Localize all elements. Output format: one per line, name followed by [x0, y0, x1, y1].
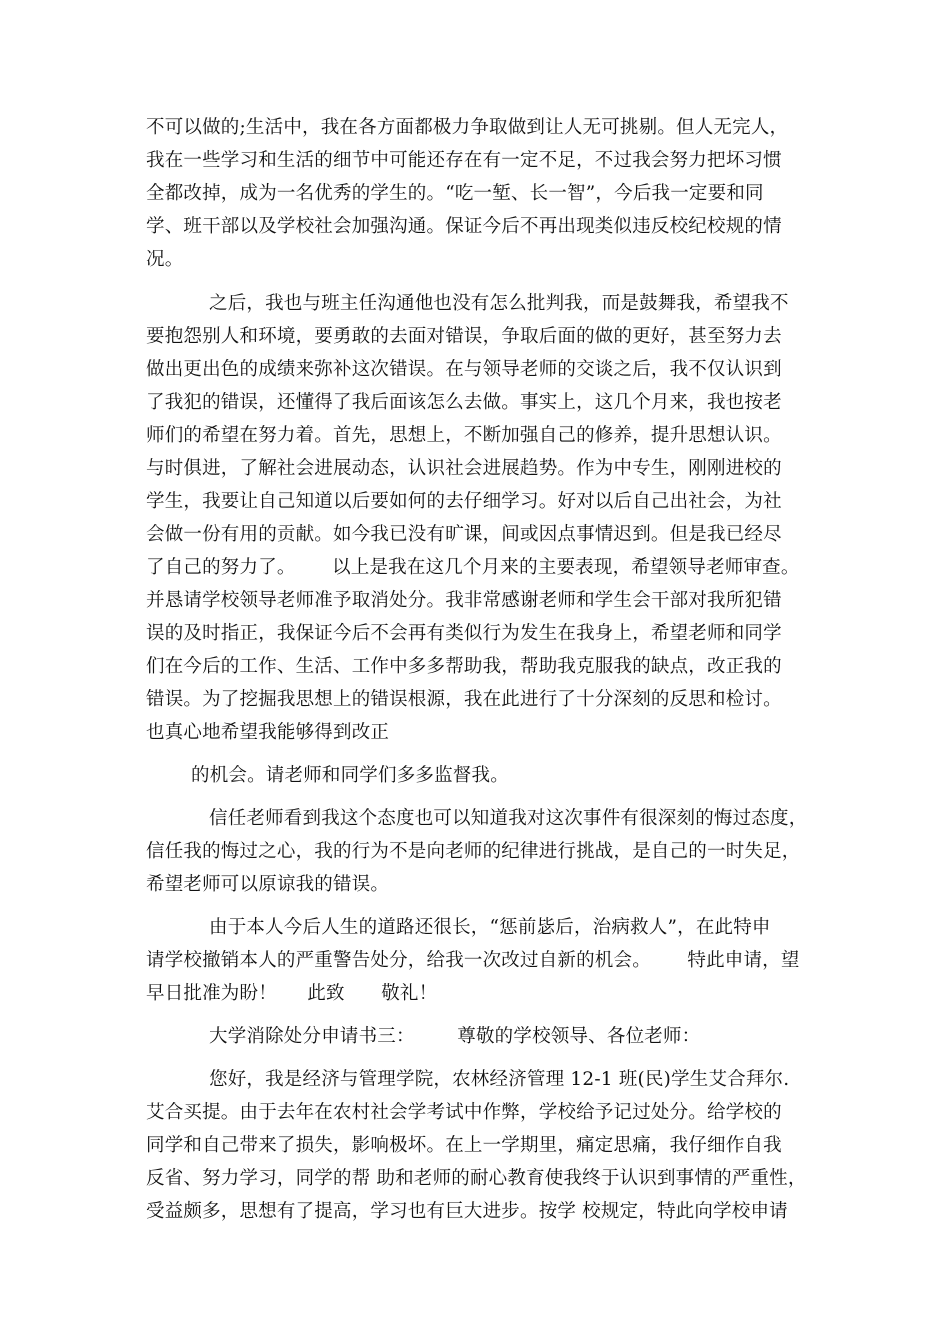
- section-heading-line: 大学消除处分申请书三： 尊敬的学校领导、各位老师：: [209, 1026, 701, 1047]
- text-line: 同学和自己带来了损失，影响极坏。在上一学期里，痛定思痛，我仔细作自我: [146, 1135, 782, 1156]
- text-line: 早日批准为盼！ 此致 敬礼！: [146, 983, 438, 1004]
- text-line: 信任老师看到我这个态度也可以知道我对这次事件有很深刻的悔过态度，: [209, 808, 808, 829]
- text-line: 的机会。请老师和同学们多多监督我。: [191, 765, 509, 786]
- text-line: 艾合买提。由于去年在农村社会学考试中作弊，学校给予记过处分。给学校的: [146, 1102, 782, 1123]
- text-line: 师们的希望在努力着。首先，思想上，不断加强自己的修养，提升思想认识。: [146, 425, 782, 446]
- text-line: 学生，我要让自己知道以后要如何的去仔细学习。好对以后自己出社会，为社: [146, 491, 782, 512]
- text-line: 反省、努力学习，同学的帮 助和老师的耐心教育使我终于认识到事情的严重性，: [146, 1168, 807, 1189]
- text-line: 并恳请学校领导老师准予取消处分。我非常感谢老师和学生会干部对我所犯错: [146, 590, 782, 611]
- text-line: 错误。为了挖掘我思想上的错误根源，我在此进行了十分深刻的反思和检讨。: [146, 689, 782, 710]
- text-line: 信任我的悔过之心，我的行为不是向老师的纪律进行挑战，是自己的一时失足，: [146, 841, 801, 862]
- text-line: 请学校撤销本人的严重警告处分，给我一次改过自新的机会。 特此申请，望: [146, 950, 800, 971]
- text-line: 要抱怨别人和环境，要勇敢的去面对错误，争取后面的做的更好，甚至努力去: [146, 326, 782, 347]
- text-line: 您好，我是经济与管理学院，农林经济管理 12-1 班(民)学生艾合拜尔.: [209, 1069, 790, 1090]
- text-line: 与时俱进，了解社会进展动态，认识社会进展趋势。作为中专生，刚刚进校的: [146, 458, 782, 479]
- text-line: 做出更出色的成绩来弥补这次错误。在与领导老师的交谈之后，我不仅认识到: [146, 359, 782, 380]
- text-line: 学、班干部以及学校社会加强沟通。保证今后不再出现类似违反校纪校规的情: [146, 216, 782, 237]
- text-line: 也真心地希望我能够得到改正: [146, 722, 390, 743]
- text-line: 希望老师可以原谅我的错误。: [146, 874, 390, 895]
- text-line: 我在一些学习和生活的细节中可能还存在有一定不足，不过我会努力把坏习惯: [146, 150, 782, 171]
- text-line: 了我犯的错误，还懂得了我后面该怎么去做。事实上，这几个月来，我也按老: [146, 392, 782, 413]
- text-line: 况。: [146, 249, 184, 270]
- text-line: 全都改掉，成为一名优秀的学生的。“吃一堑、长一智”，今后我一定要和同: [146, 183, 764, 204]
- text-line: 误的及时指正，我保证今后不会再有类似行为发生在我身上，希望老师和同学: [146, 623, 782, 644]
- text-line: 受益颇多，思想有了提高，学习也有巨大进步。按学 校规定，特此向学校申请: [146, 1201, 788, 1222]
- text-line: 之后，我也与班主任沟通他也没有怎么批判我，而是鼓舞我，希望我不: [209, 293, 789, 314]
- text-line: 由于本人今后人生的道路还很长，“惩前毖后，治病救人”，在此特申: [209, 917, 771, 938]
- text-line: 们在今后的工作、生活、工作中多多帮助我，帮助我克服我的缺点，改正我的: [146, 656, 782, 677]
- text-line: 不可以做的;生活中，我在各方面都极力争取做到让人无可挑剔。但人无完人，: [146, 117, 789, 138]
- text-line: 会做一份有用的贡献。如今我已没有旷课，间或因点事情迟到。但是我已经尽: [146, 524, 782, 545]
- text-line: 了自己的努力了。 以上是我在这几个月来的主要表现，希望领导老师审查。: [146, 557, 800, 578]
